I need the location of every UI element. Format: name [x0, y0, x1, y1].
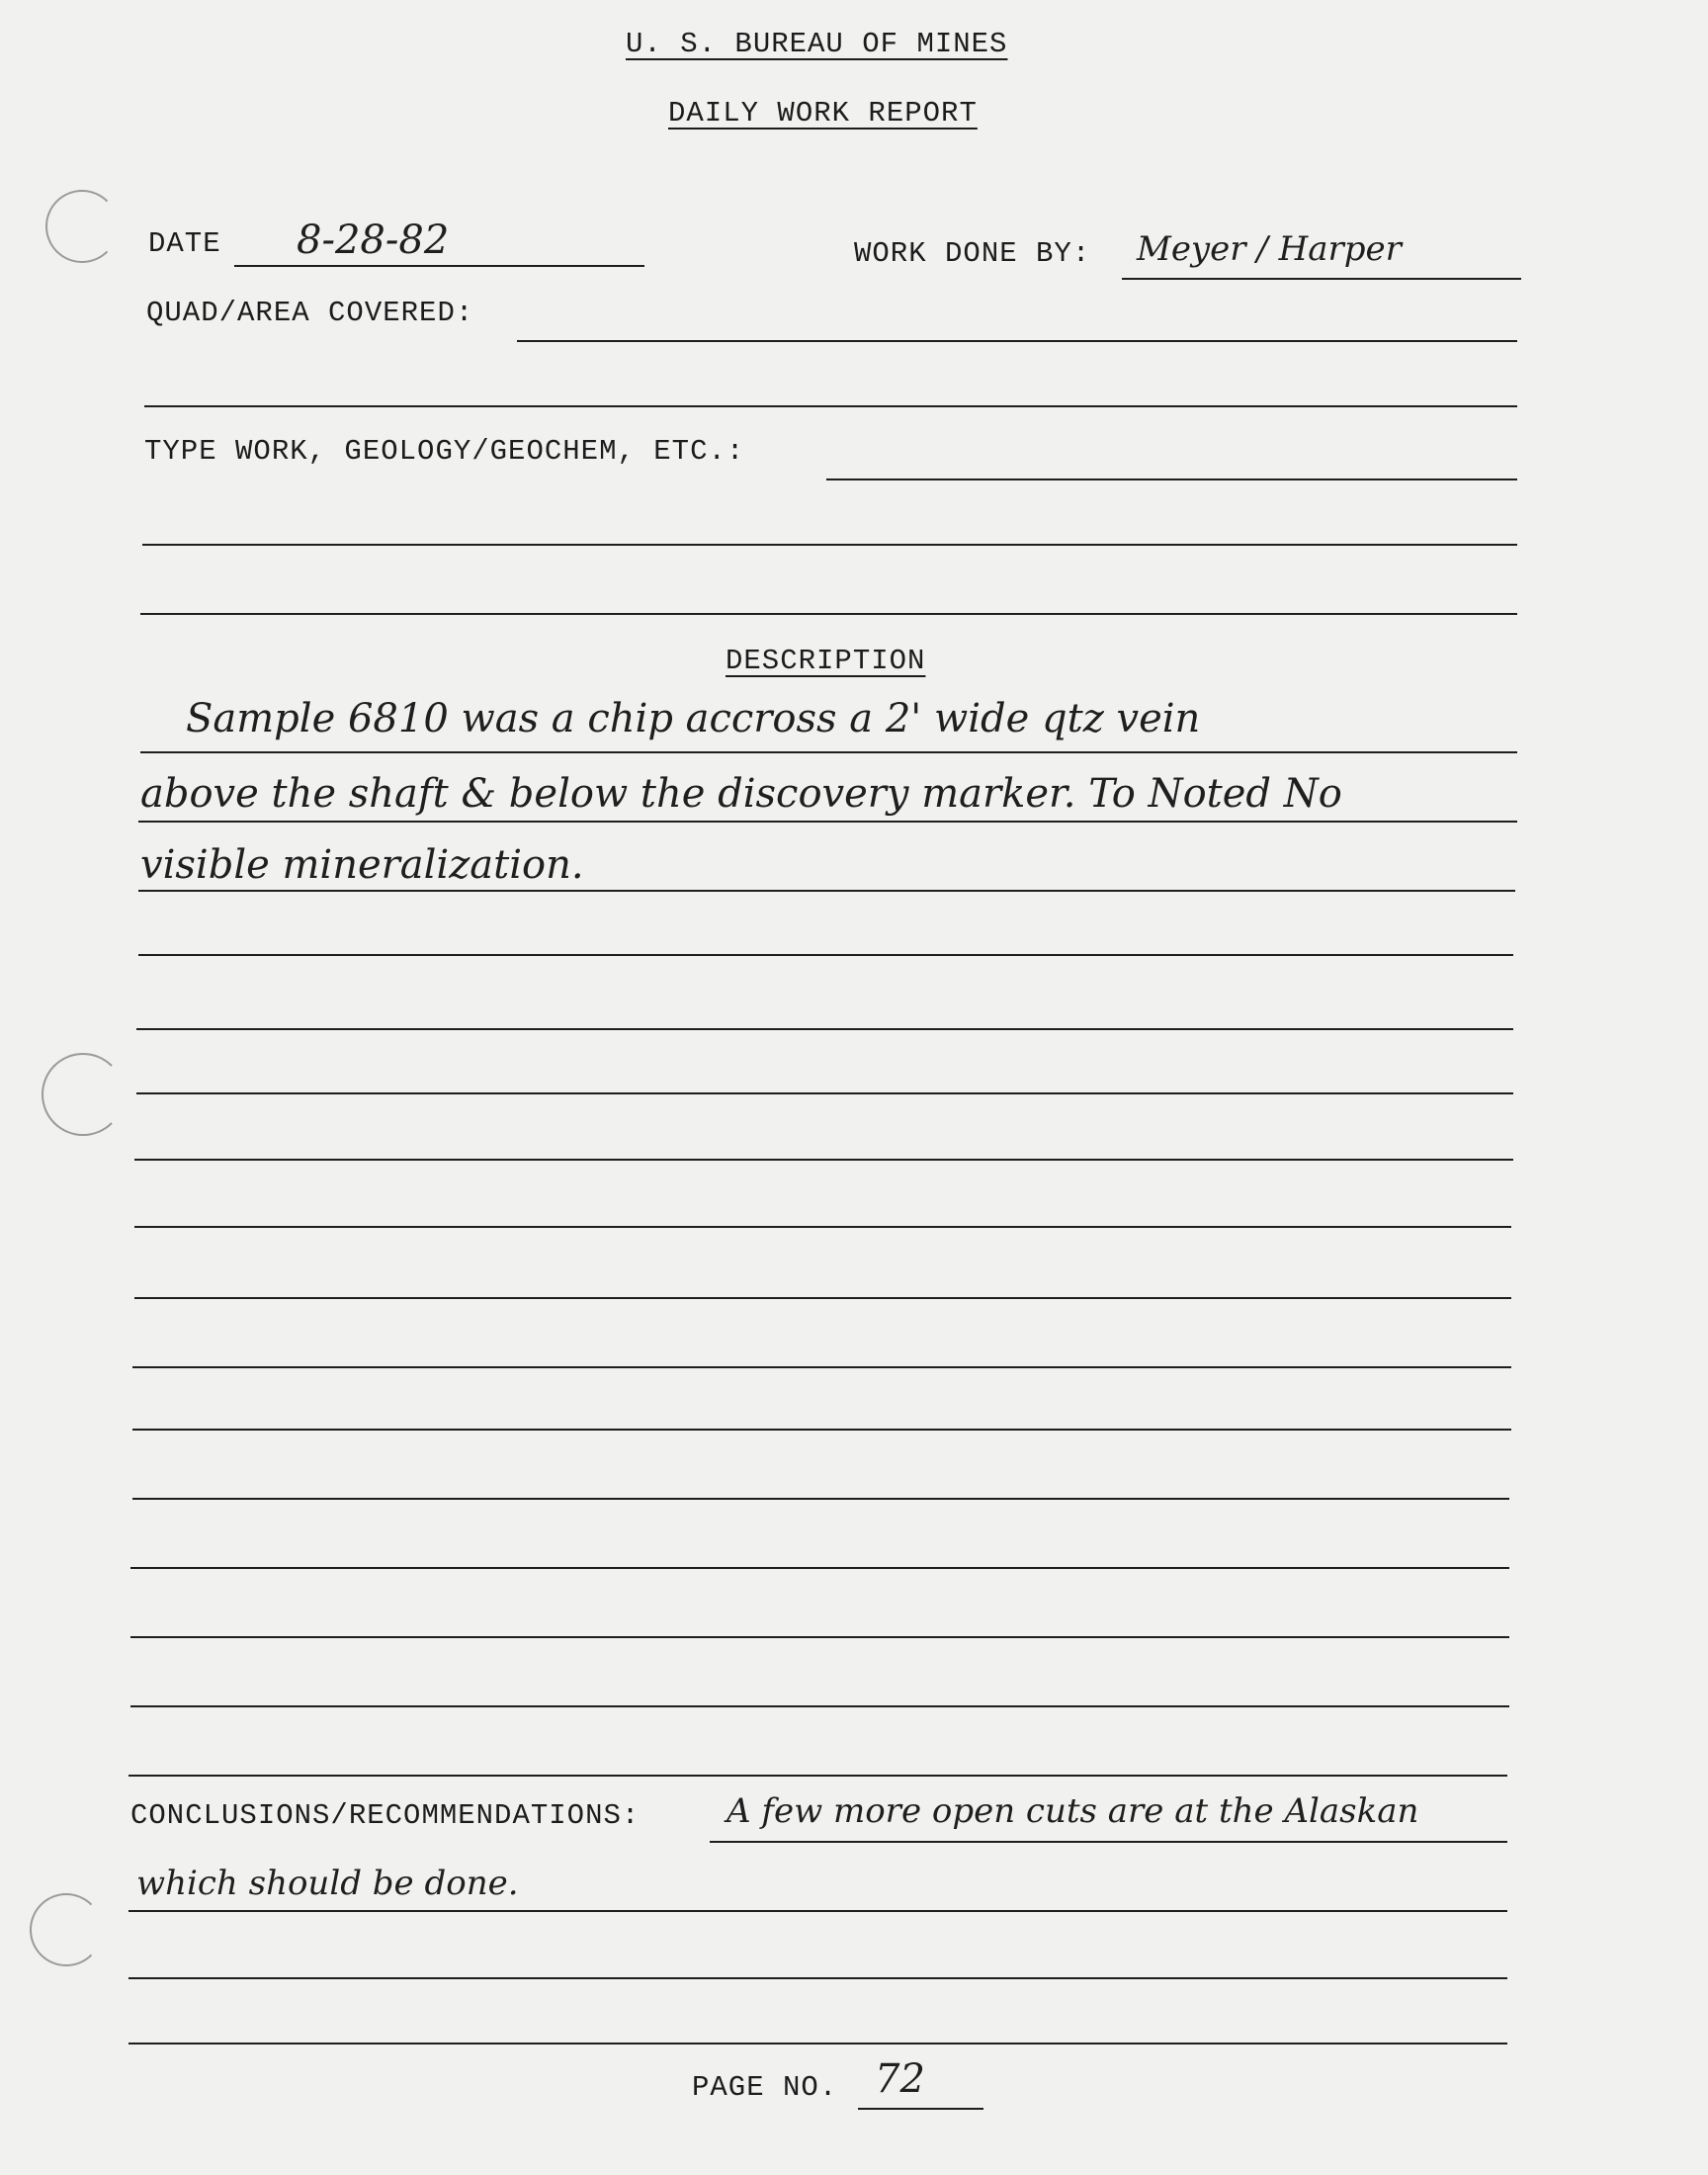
page-number-value: 72: [875, 2056, 925, 2102]
work-done-by-line: [1122, 278, 1521, 280]
work-done-by-label: WORK DONE BY:: [854, 237, 1091, 270]
hole-punch-bottom: [30, 1893, 103, 1966]
description-line-2: above the shaft & below the discovery marker. To Noted No: [140, 771, 1342, 817]
description-rule: [132, 1429, 1511, 1431]
quad-area-line-1: [517, 340, 1517, 342]
type-work-label: TYPE WORK, GEOLOGY/GEOCHEM, ETC.:: [144, 435, 745, 468]
description-rule: [134, 1159, 1513, 1161]
conclusions-rule: [128, 1977, 1507, 1979]
description-rule: [136, 1092, 1513, 1094]
description-rule: [136, 1028, 1513, 1030]
type-work-line-3: [140, 613, 1517, 615]
type-work-line-1: [826, 478, 1517, 480]
quad-area-line-2: [144, 405, 1517, 407]
description-rule: [132, 1498, 1509, 1500]
description-rule: [128, 1775, 1507, 1777]
description-rule: [130, 1636, 1509, 1638]
work-done-by-value: Meyer / Harper: [1137, 229, 1402, 269]
description-rule: [138, 890, 1515, 892]
conclusions-rule: [128, 1910, 1507, 1912]
description-rule: [138, 821, 1517, 823]
hole-punch-middle: [42, 1053, 125, 1136]
agency-title: U. S. BUREAU OF MINES: [626, 28, 1008, 60]
date-value: 8-28-82: [297, 218, 450, 263]
description-rule: [140, 751, 1517, 753]
quad-area-label: QUAD/AREA COVERED:: [146, 297, 474, 329]
date-label: DATE: [148, 227, 221, 260]
description-rule: [138, 954, 1513, 956]
conclusions-rule: [128, 2043, 1507, 2044]
page-number-label: PAGE NO.: [692, 2071, 838, 2104]
conclusions-line-2: which should be done.: [136, 1864, 519, 1903]
type-work-line-2: [142, 544, 1517, 546]
form-title: DAILY WORK REPORT: [668, 97, 978, 130]
description-heading: DESCRIPTION: [726, 645, 926, 677]
description-rule: [132, 1366, 1511, 1368]
conclusions-line-1: A few more open cuts are at the Alaskan: [726, 1791, 1419, 1831]
date-line: [234, 265, 644, 267]
description-rule: [130, 1705, 1509, 1707]
hole-punch-top: [45, 190, 119, 263]
description-line-3: visible mineralization.: [140, 842, 584, 888]
conclusions-label: CONCLUSIONS/RECOMMENDATIONS:: [130, 1799, 640, 1832]
description-rule: [134, 1297, 1511, 1299]
conclusions-rule: [710, 1841, 1507, 1843]
description-rule: [134, 1226, 1511, 1228]
description-rule: [130, 1567, 1509, 1569]
page-number-line: [858, 2108, 983, 2110]
description-line-1: Sample 6810 was a chip accross a 2' wide qtz vein: [186, 696, 1201, 741]
